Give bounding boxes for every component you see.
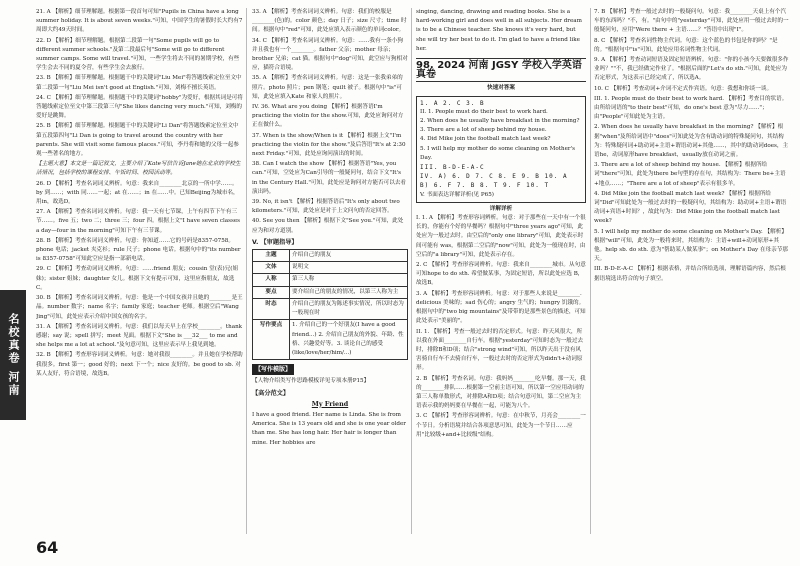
table-row: [253, 298, 408, 319]
answer-line: 3. There are a lot of sheep behind my house.: [420, 127, 547, 134]
paragraph: 33. A 【解析】考查名词词义辨析。句意：我们的校服是________(色)的。color 颜色；day 日子；size 尺寸；time 时间。根据句中"red"可知，此处应填入表示颜色的单词color。: [252, 9, 407, 34]
paragraph: 32. B 【解析】考查形容词词义辨析。句意：她对我很________。并且她在学校帮助我很多。first 第一；good 好的；next 下一个；nice 友好的。be good to sb. 对某人友好，符合语境，故选B。: [36, 352, 243, 377]
column-4: [594, 8, 790, 538]
paragraph: III. B-D-E-A-C 【解析】根据表格，并结合所给选项，理解语篇内容，然后根据语境选出符合的句子填空。: [594, 266, 786, 282]
template-note: 【人物介绍类写作思路模板详见专项本册P15】: [252, 378, 370, 385]
answer-line: III. B-D-E-A-C: [420, 164, 485, 172]
paragraph: 23. B 【解析】细节理解题。根据题干中的关键词"Liu Mei"将答题线索定位至文中第二段第一句"Liu Mei isn't good at English."可知，刘梅不擅长英语。: [36, 75, 242, 91]
page-number: 64: [36, 538, 59, 557]
essay-continuation: singing, dancing, drawing and reading books. She is a hard-working girl and does well in all subjects. Her dream is to be a Chinese teacher. She knows it's very hard, but she will try her best to do it. I'm glad to have a friend like her.: [416, 9, 582, 52]
paragraph: 9. A 【解析】考查动词短语及固定短语辨析。句意："你的小孩今天要做很多作业吗？""不，我已经做完作业了。"根据后面的"Let's do sth."可知，此处应为否定形式，为这表示已经完成了，所以选A。: [594, 57, 789, 82]
essay-title: My Friend: [311, 399, 349, 408]
paragraph: 21. A 【解析】细节理解题。根据第一段首句可知"Pupils in China have a long summer holiday. It is about seven weeks."可知，中国学生的暑假时长大约有7周即大约49天时间。: [36, 9, 243, 34]
paragraph: 5. I will help my mother do some cleaning on Mother's Day. 【解析】根据"will"可知，此处为一般将来时，其结构为：主语+will+动词原形+其他。help sb. do sth. 意为"帮助某人做某事"；on Mother's Day 在母亲节那天。: [594, 228, 788, 263]
answer-line: 2. When does he usually have breakfast in the morning?: [420, 118, 580, 125]
table-row: [253, 286, 408, 298]
paragraph: 29. C 【解析】考查动词词义辨析。句意：……friend 朋友；cousin 堂(表)兄(姐妹)；sister 姐妹；daughter 女儿。根据下文有提示可知，这里应指朋友，故选C。: [36, 266, 239, 291]
paragraph: 2. B 【解析】考查名词。句意：我妈妈________吃早餐。那一天，我的________排队……根据第一空前主语可知，所以第一空应用动词的第三人称单数形式，对排除A和D项；结合句意可知，第二空应为主语表示我的妈妈要在早餐在一起，可能为八个。: [416, 375, 586, 410]
table-cell: 1. 介绍自己的一个好朋友(I have a good friend...) 2. 介绍自己朋友的外貌、年龄、性格、兴趣爱好等。3. 谈论自己的感受(like/love/her/him/...): [290, 320, 408, 360]
paragraph: 31. A 【解析】考查名词词义辨析。句意：我们以每天早上在学校________。thank 感谢；say 说；spell 拼写；meet 见面。根据下文"She is ___32___ to me and she helps me a lot at school."及句意可知，这里应表示早上我见到她。: [36, 323, 243, 349]
paragraph: 34. C 【解析】考查名词词义辨析。句意：……我有一条小狗并且我也有一个________。father 父亲；mother 母亲；brother 兄弟；cat 猫。根据句中"dog"可知，此空应与狗相对应，猫符合语境。: [252, 37, 408, 72]
paragraph: 24. C 【解析】细节理解题。根据题干中的关键词"hobby"为爱好，根据其词是可将答题线索定位至文中第三段第三句"She likes dancing very much."可知，刘梅的爱好是跳舞。: [36, 94, 243, 120]
table-cell: 要介绍自己的朋友的情况，以第三人称为主: [290, 286, 408, 298]
column-3: [416, 8, 586, 538]
table-header-cell: 文体: [253, 262, 290, 274]
paragraph: 26. D 【解析】考查名词词义辨析。句意：我来自________北京的一所中学……。by 到……；with 同……一起；at 在……；in 在……中。已知Beijing为城市名，用in，故选D。: [36, 180, 239, 206]
side-tab: 名校真卷 河南: [0, 290, 26, 420]
paragraph: 27. A 【解析】考查名词词义辨析。句意：我一天有七节课，上午有四节下午有三节……。five 五；two 二；three 三；four 四。根据上文"I have seven classes a day—four in the morning"可知下午有三节课。: [36, 209, 241, 234]
quick-answers-heading: 快速对答案: [487, 85, 515, 92]
section-heading: V. 【审题指导】: [252, 238, 298, 246]
answer-box: [416, 96, 586, 203]
paragraph: 30. B 【解析】考查名词词义辨析。句意：他是一个中国女孩并且她的________是王晶。number 数字；name 名字；family 家庭；teacher 老师。根据空后"Wang Jing"可知，此处应表示介绍中国女孩的名字。: [36, 295, 243, 320]
answer-line: 1. A 2. C 3. B: [420, 99, 485, 107]
paragraph: II. 1. 【解析】考查一般过去时的否定形式。句意：昨天风很大，所以我在外面________自行车。根据"yesterday"可知时态为一般过去时，排除B和D项；结合"strong wind"可知，所以昨天出于没有风害骑自行车不去骑自行车，一般过去时的否定形式为didn't+动词原形。: [416, 328, 584, 372]
paragraph: 2. When does he usually have breakfast in the morning? 【解析】根据"when"及所给词语中"does"可知此处为含有助动词的特殊疑问句，其结构为：特殊疑问词+助动词+主语+谓语动词+其他……，其中的助动词does，主语he，动词原形have breakfast，usually放在动词之前。: [594, 124, 789, 159]
theme-summary: 【主题大意】本文是一篇记叙文，主要介绍了Kate写信告诉Jane她在北京的学校生活情况，包括学校的课程安排、午饭时间、校园活动等。: [36, 161, 241, 177]
column-2: [252, 8, 408, 538]
answer-line: V. 书面表达详解详析(见 P65): [420, 191, 494, 198]
paragraph: 28. B 【解析】考查名词词义辨析。句意：你知道……它的号码是8357-0758。phone 电话；jacket 夹克衫；rule 尺子；phone 电话。根据句中的"its number is 8357-0758"可知此空应是指一部新电话。: [36, 237, 241, 263]
paragraph: 38. Can I watch the show 【解析】根据答语"Yes, you can."可知，空处应为Can引导的一般疑问句，结合下文"It's in the Century Hall."可知，此处应是询问对方能否可以去看演出吗。: [252, 161, 407, 195]
paragraph: IV. 36. What are you doing 【解析】根据答语I'm practicing the violin for the show.可知，此处应询问对方正在做什么。: [252, 104, 404, 129]
table-header-cell: 时态: [253, 298, 290, 319]
table-header-cell: 要点: [253, 286, 290, 298]
paragraph: 3. There are a lot of sheep behind my house. 【解析】根据所给词"there"可知，此处为there be句型的存在句，其结构为：There be+主语+地点……；"There are a lot of sheep"表示有很多羊。: [594, 162, 786, 187]
paragraph: 39. No, it isn't 【解析】根据答语后"It's only about two kilometers."可知，此处应是对于上文问句的否定回答。: [252, 199, 400, 215]
paragraph: 3. A 【解析】考查形容词辨析。句意：对于那些人来说是________. delicious 美味的；sad 伤心的；angry 生气的；hungry 饥饿的。根据句中的"two big mountains"及带带的是那些景色的描述，可知此处表示"美丽的"。: [416, 290, 586, 325]
answer-line: 5. I will help my mother do some cleaning on Mother's Day.: [420, 145, 575, 161]
paragraph: 37. When is the show/When is it 【解析】根据上文"I'm practicing the violin for the show."及后答语"It's at 2:30 next Friday."可知，此处应询问演出的时间。: [252, 132, 406, 158]
paragraph: 3. C 【解析】考查形容词辨析。句意：在中秋节，月亮会________一个节日。分析语境并结合各项意思可知，此处为一个节日……应用"比较级+and+比较级"结构。: [416, 413, 586, 438]
table-row: [253, 320, 408, 360]
table-header-cell: 写作要点: [253, 320, 290, 360]
column-1: [36, 8, 244, 538]
exam-title: 98. 2024 河南 JGSY 学校入学英语真卷: [416, 58, 586, 82]
paragraph: 22. D 【解析】细节理解题。根据第二段第一句"Some pupils will go to different summer schools."及第二段最后句"Some will go to different summer camps. Some will travel."可知，一些学生将去不同的暑期学校，有些学生会去不同的夏令营，有些学生会去旅行。: [36, 37, 240, 72]
table-header-cell: 人称: [253, 274, 290, 286]
paragraph: 25. B 【解析】细节理解题。根据题干中的关键词"Li Dan"将答题线索定位至文中第五段第四句"Li Dan is going to travel around the country with her parents. She will visit some famous places."可知，李丹将和她的父母一起参观一些著名的地方。: [36, 123, 239, 158]
answer-line: 4. Did Mike join the football match last week?: [420, 136, 551, 143]
column-divider: [590, 8, 591, 534]
table-row: [253, 250, 408, 262]
paragraph: 40. See you then 【解析】根据下文"See you."可知，此处应为和对方道别。: [252, 218, 404, 234]
essay-text: I have a good friend. Her name is Linda. She is from America. She is 13 years old and she is one year older than me. She has long hair. Her hair is longer than mine. Her hobbies are: [252, 411, 406, 446]
paragraph: III. 1. People must do their best to work hard. 【解析】考查目的状语。由所给词语的"to their best"可知，do one's best 意为"尽力……"；由"People"可知此处为主语。: [594, 95, 788, 121]
paragraph: 4. Did Mike join the football match last week? 【解析】根据所给词"Did"可知此处为一般过去时的一般疑问句，其结构为：助动词+主语+谓语动词+宾语+时间？，故此句为：Did Mike join the football match last week?: [594, 190, 787, 225]
paragraph: 2. C 【解析】考查形容词辨析。句意：我来自________城市。从句意可知hope to do sth. 希望做某事，为固定短语，所以此处应选 B，故选B。: [416, 262, 586, 287]
table-row: [253, 274, 408, 286]
detail-heading: 详解详析: [489, 205, 513, 212]
paragraph: I. 1. A 【解析】考查形容词辨析。句意：对于那些在一天中有一个很长的，你能有个好的早餐吗？根据句中"three years ago"可知，此处应为一般过去时。由空后的"only one library"可知，此处表示时间可能有 was，根据第二空后的"now"可知，此处为一般现在时，由空后的"a library"可知，此处表示存在。: [416, 215, 586, 258]
table-cell: 第三人称: [290, 274, 408, 286]
paragraph: 10. C 【解析】考查动词+介词不定式作宾语。句意：我想和你谈一谈。: [594, 85, 773, 92]
table-row: [253, 262, 408, 274]
column-divider: [411, 8, 412, 534]
answer-line: B) 6. F 7. B 8. T 9. F 10. T: [420, 182, 550, 190]
answer-line: IV. A) 6. D 7. C 8. E 9. B 10. A: [420, 173, 568, 181]
paragraph: 7. B 【解析】考查一般过去时的一般疑问句。句意：我________天桌上有个汽车的东西吗？"不，有。"由句中的"yesterday"可知，此处应用一般过去时的一般疑问句，应用"Were there + 主语……？"答语中出现"I"。: [594, 9, 789, 34]
answer-line: II. 1. People must do their best to work hard.: [420, 108, 548, 115]
writing-template-banner: 【写作模版】: [252, 364, 294, 375]
table-header-cell: 主题: [253, 250, 290, 262]
column-divider: [246, 8, 247, 534]
writing-plan-table: [252, 249, 408, 360]
table-cell: 介绍自己的朋友为陈述事实情况，所以时态为一般现在时: [290, 298, 408, 319]
table-cell: 说明文: [290, 262, 408, 274]
sample-essay-heading: 【高分范文】: [252, 389, 290, 397]
table-cell: 介绍自己的朋友: [290, 250, 408, 262]
paragraph: 8. C 【解析】考查名词性物主代词。句意：这个蓝色的书包是你的吗？"是的。"根据句中"is"可知，此处应用名词性物主代词。: [594, 37, 778, 53]
paragraph: 35. A 【解析】考查名词词义辨析。句意：这是一张我弟弟的照片。photo 照片；pen 钢笔；quilt 被子。根据句中"is"可知，此处应填入Kate 和家人的照片。: [252, 75, 403, 100]
